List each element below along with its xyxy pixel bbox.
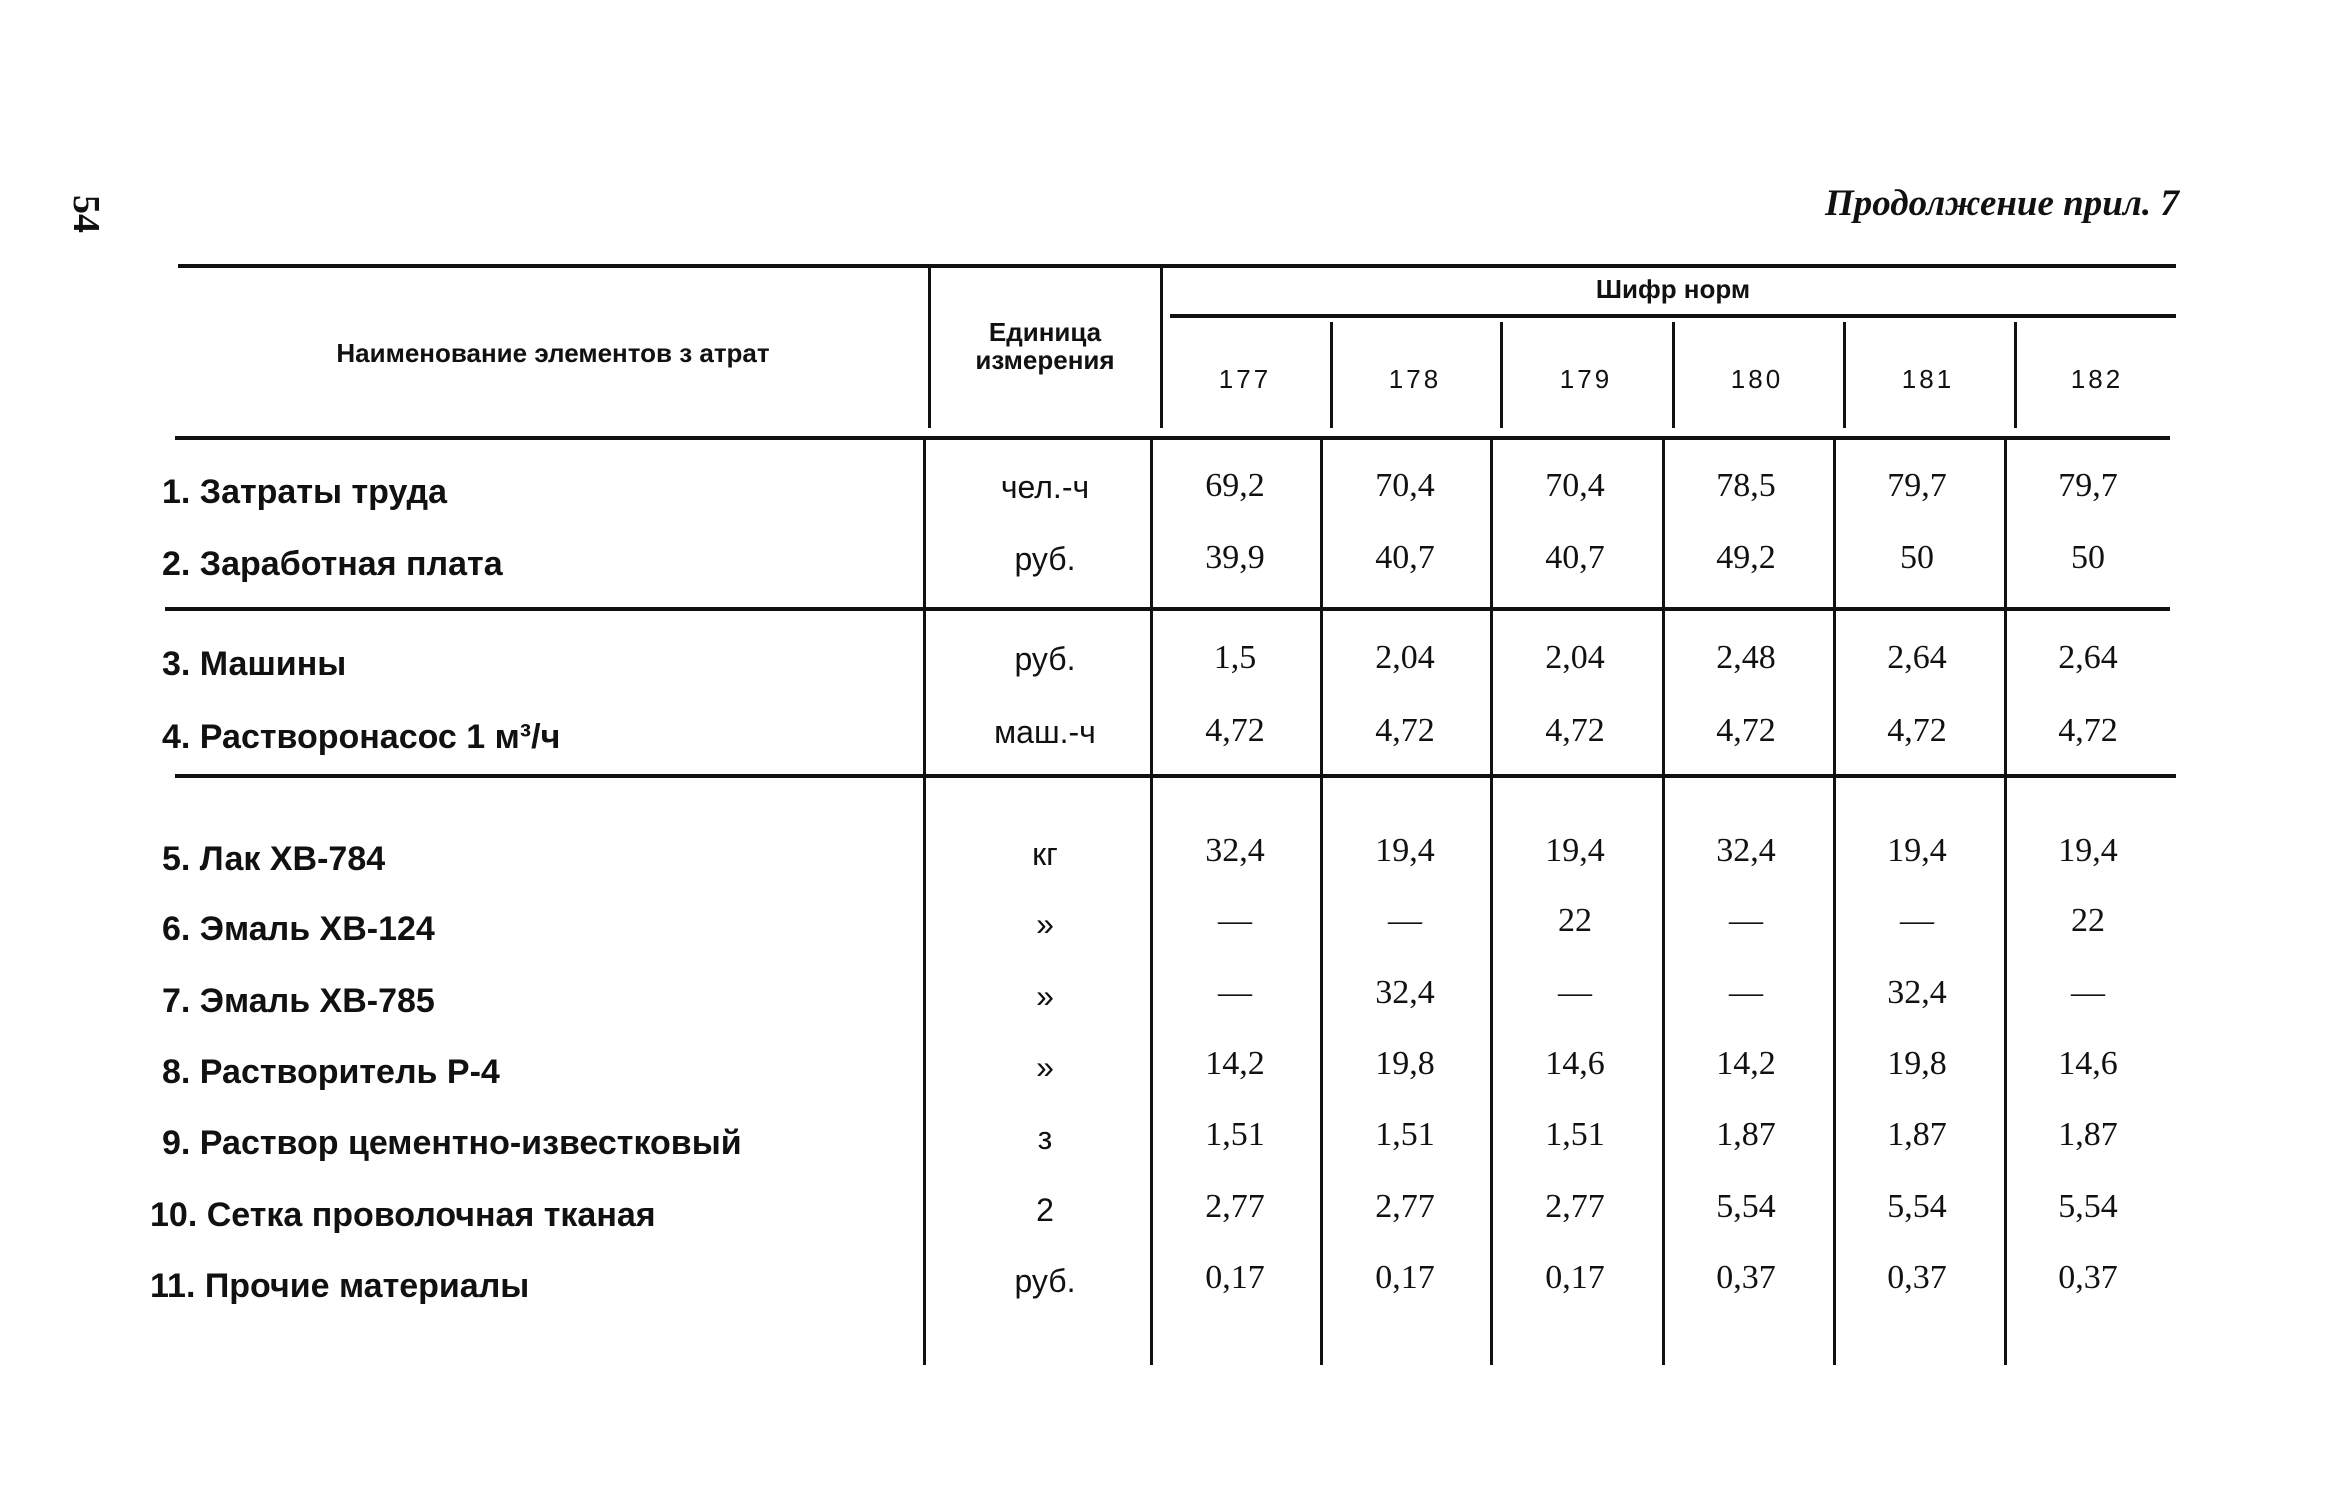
table-cell: 1,51 bbox=[1375, 1116, 1435, 1153]
table-cell: 0,17 bbox=[1375, 1259, 1435, 1296]
table-cell: 22 bbox=[2071, 902, 2105, 939]
row-name: 8. Растворитель Р-4 bbox=[162, 1053, 500, 1091]
table-cell: 2,64 bbox=[1887, 639, 1947, 676]
table-cell: 14,2 bbox=[1205, 1045, 1265, 1082]
table-top-rule bbox=[178, 264, 2176, 268]
header-bottom-rule bbox=[175, 436, 2170, 440]
table-cell: 5,54 bbox=[1887, 1188, 1947, 1225]
table-cell: 19,8 bbox=[1375, 1045, 1435, 1082]
row-unit: з bbox=[1037, 1120, 1053, 1156]
body-vline bbox=[2004, 440, 2007, 1365]
group-divider-1 bbox=[165, 607, 2170, 611]
header-vline bbox=[1500, 322, 1503, 428]
table-cell: 19,4 bbox=[1375, 832, 1435, 869]
table-cell: 1,51 bbox=[1205, 1116, 1265, 1153]
row-unit: » bbox=[1036, 906, 1054, 942]
codes-title-rule bbox=[1170, 314, 2176, 318]
row-name: 11. Прочие материалы bbox=[150, 1267, 530, 1305]
table-cell: 2,04 bbox=[1545, 639, 1605, 676]
row-unit: » bbox=[1036, 1049, 1054, 1085]
table-cell: 5,54 bbox=[2058, 1188, 2118, 1225]
row-name: 5. Лак ХВ-784 bbox=[162, 840, 386, 878]
header-vline bbox=[1330, 322, 1333, 428]
table-cell: 70,4 bbox=[1375, 467, 1435, 504]
table-cell: — bbox=[1729, 974, 1763, 1011]
table-cell: — bbox=[1218, 902, 1252, 939]
row-name: 4. Растворонасос 1 м³/ч bbox=[162, 718, 561, 756]
table-cell: 2,77 bbox=[1205, 1188, 1265, 1225]
table-cell: 0,37 bbox=[1887, 1259, 1947, 1296]
table-cell: 39,9 bbox=[1205, 539, 1265, 576]
group-divider-2 bbox=[175, 774, 2176, 778]
table-cell: 19,4 bbox=[1545, 832, 1605, 869]
table-cell: — bbox=[2071, 974, 2105, 1011]
row-unit: чел.-ч bbox=[1000, 469, 1090, 505]
table-cell: 19,4 bbox=[2058, 832, 2118, 869]
code-header-182: 182 bbox=[2070, 364, 2124, 394]
table-cell: 49,2 bbox=[1716, 539, 1776, 576]
row-name: 3. Машины bbox=[162, 645, 347, 683]
table-cell: — bbox=[1558, 974, 1592, 1011]
table-cell: 69,2 bbox=[1205, 467, 1265, 504]
table-cell: 70,4 bbox=[1545, 467, 1605, 504]
table-cell: 50 bbox=[1900, 539, 1934, 576]
table-cell: 1,5 bbox=[1213, 639, 1257, 676]
row-unit: » bbox=[1036, 978, 1054, 1014]
table-cell: 79,7 bbox=[2058, 467, 2118, 504]
header-vline bbox=[1672, 322, 1675, 428]
body-vline bbox=[1320, 440, 1323, 1365]
row-name: 9. Раствор цементно-известковый bbox=[162, 1124, 742, 1162]
table-cell: 2,48 bbox=[1716, 639, 1776, 676]
row-unit: руб. bbox=[1014, 1263, 1076, 1299]
unit-column-header: Единица измерения bbox=[975, 317, 1115, 375]
table-cell: 32,4 bbox=[1887, 974, 1947, 1011]
code-header-181: 181 bbox=[1901, 364, 1955, 394]
table-cell: 14,2 bbox=[1716, 1045, 1776, 1082]
table-cell: 4,72 bbox=[1205, 712, 1265, 749]
table-cell: 32,4 bbox=[1375, 974, 1435, 1011]
table-cell: 4,72 bbox=[1887, 712, 1947, 749]
table-cell: — bbox=[1729, 902, 1763, 939]
table-cell: 79,7 bbox=[1887, 467, 1947, 504]
codes-title: Шифр норм bbox=[1595, 274, 1751, 304]
body-vline bbox=[1662, 440, 1665, 1365]
row-name: 7. Эмаль ХВ-785 bbox=[162, 982, 435, 1020]
row-unit: 2 bbox=[1036, 1192, 1054, 1228]
header-vline bbox=[2014, 322, 2017, 428]
table-cell: 2,77 bbox=[1545, 1188, 1605, 1225]
table-cell: 40,7 bbox=[1545, 539, 1605, 576]
table-cell: 4,72 bbox=[1716, 712, 1776, 749]
table-cell: — bbox=[1218, 974, 1252, 1011]
table-cell: 0,17 bbox=[1545, 1259, 1605, 1296]
table-cell: 1,87 bbox=[1716, 1116, 1776, 1153]
code-header-180: 180 bbox=[1730, 364, 1784, 394]
row-unit: кг bbox=[1032, 836, 1058, 872]
table-cell: 78,5 bbox=[1716, 467, 1776, 504]
code-header-179: 179 bbox=[1559, 364, 1613, 394]
table-cell: 50 bbox=[2071, 539, 2105, 576]
table-cell: 4,72 bbox=[2058, 712, 2118, 749]
table-cell: 14,6 bbox=[1545, 1045, 1605, 1082]
body-vline bbox=[1490, 440, 1493, 1365]
table-cell: 2,04 bbox=[1375, 639, 1435, 676]
table-cell: — bbox=[1900, 902, 1934, 939]
table-cell: 40,7 bbox=[1375, 539, 1435, 576]
row-name: 2. Заработная плата bbox=[162, 545, 503, 583]
row-name: 6. Эмаль ХВ-124 bbox=[162, 910, 435, 948]
row-name: 1. Затраты труда bbox=[162, 473, 447, 511]
row-unit: руб. bbox=[1014, 641, 1076, 677]
name-column-header: Наименование элементов з атрат bbox=[336, 338, 770, 368]
table-cell: 0,37 bbox=[2058, 1259, 2118, 1296]
code-header-177: 177 bbox=[1218, 364, 1272, 394]
header-vline bbox=[1160, 266, 1163, 428]
continuation-label: Продолжение прил. 7 bbox=[1825, 183, 2179, 224]
table-cell: 4,72 bbox=[1375, 712, 1435, 749]
body-vline bbox=[1833, 440, 1836, 1365]
table-cell: 1,87 bbox=[1887, 1116, 1947, 1153]
table-cell: 0,17 bbox=[1205, 1259, 1265, 1296]
table-cell: 14,6 bbox=[2058, 1045, 2118, 1082]
page-number: 54 bbox=[65, 195, 107, 233]
table-cell: 19,8 bbox=[1887, 1045, 1947, 1082]
code-header-178: 178 bbox=[1388, 364, 1442, 394]
table-cell: 0,37 bbox=[1716, 1259, 1776, 1296]
table-cell: 22 bbox=[1558, 902, 1592, 939]
table-cell: 32,4 bbox=[1205, 832, 1265, 869]
header-vline bbox=[928, 266, 931, 428]
table-cell: 5,54 bbox=[1716, 1188, 1776, 1225]
row-unit: маш.-ч bbox=[994, 714, 1096, 750]
table-cell: 19,4 bbox=[1887, 832, 1947, 869]
table-cell: 4,72 bbox=[1545, 712, 1605, 749]
table-cell: 32,4 bbox=[1716, 832, 1776, 869]
table-cell: 1,51 bbox=[1545, 1116, 1605, 1153]
header-vline bbox=[1843, 322, 1846, 428]
row-unit: руб. bbox=[1014, 541, 1076, 577]
table-cell: 2,77 bbox=[1375, 1188, 1435, 1225]
row-name: 10. Сетка проволочная тканая bbox=[150, 1196, 656, 1234]
table-cell: 2,64 bbox=[2058, 639, 2118, 676]
table-cell: 1,87 bbox=[2058, 1116, 2118, 1153]
table-cell: — bbox=[1388, 902, 1422, 939]
